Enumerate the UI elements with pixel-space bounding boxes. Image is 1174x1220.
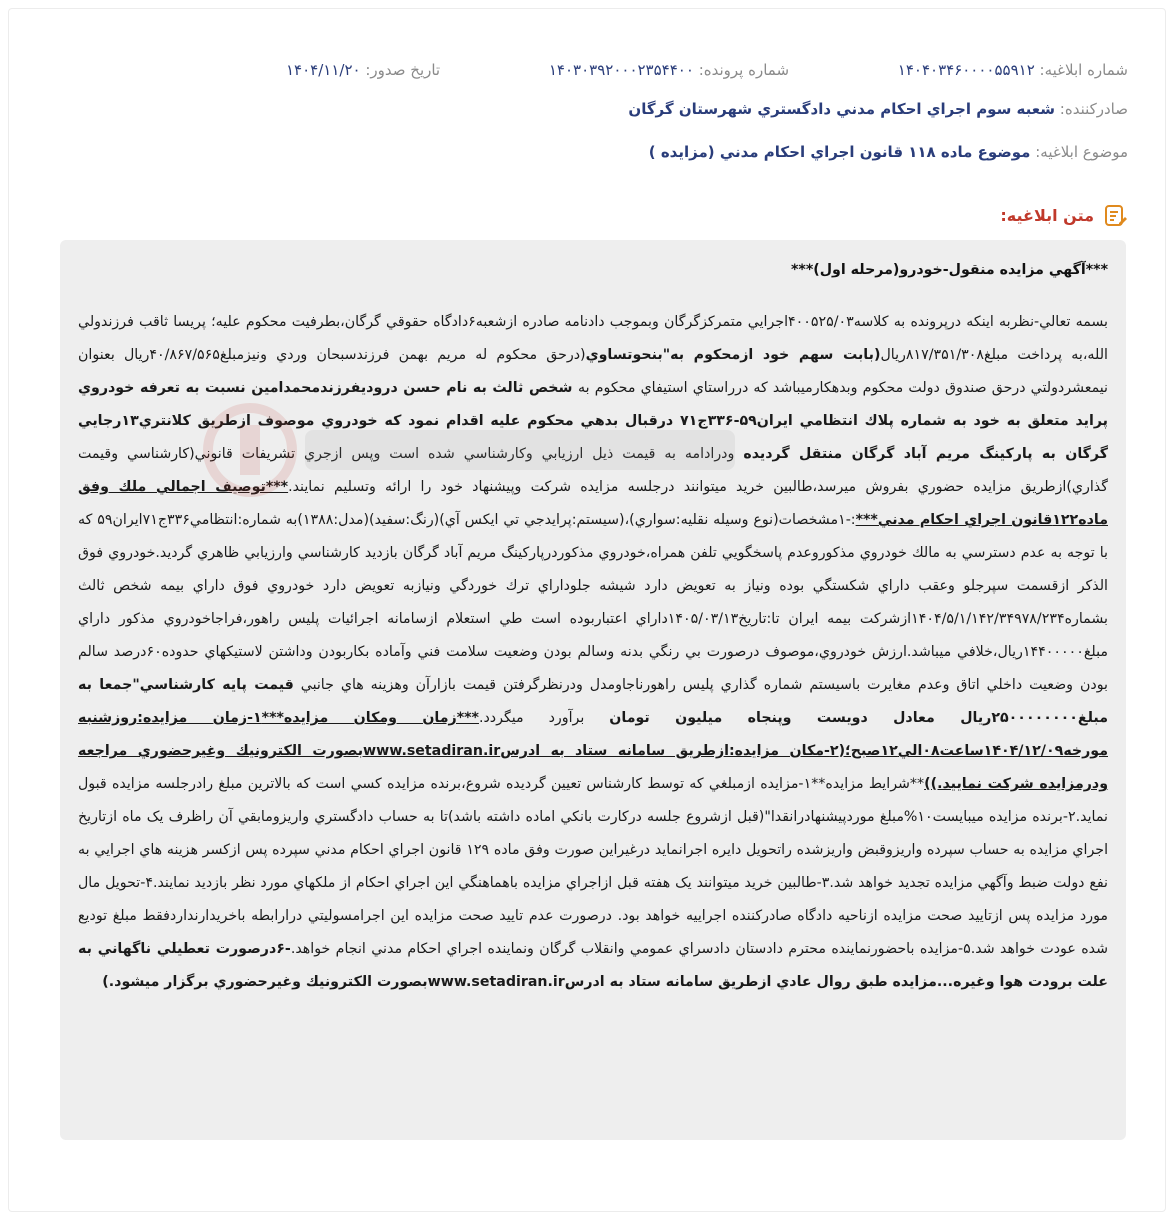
case-number: [549, 61, 789, 79]
body-p06: ***توصيف اجمالي ملك وفق ماده۱۲۲قانون اجراي احكام مدني***: [78, 479, 1108, 528]
case-number-label: شماره پرونده:: [698, 61, 790, 79]
issuer-label: صادرکننده:: [1059, 100, 1128, 118]
note-edit-icon: [1102, 202, 1128, 228]
issuer-value: شعبه سوم اجراي احكام مدني دادگستري شهرستان گرگان: [628, 100, 1055, 118]
section-title-text: متن ابلاغيه:: [1000, 205, 1094, 225]
body-p10: ***زمان ومكان مزايده***۱-زمان مزايده:روزشنبه مورخه۱۴۰۴/۱۲/۰۹ساعت۰۸الي۱۲صبح؛(۲-مكان مزايده:ازطريق سامانه ستاد به ادرسwww.setadiran.irبصورت الكترونيك وغيرحضوري مراجعه ودرمزايده شركت نماييد.)): [78, 710, 1109, 792]
body-p04: شخص ثالث به نام حسن دروديفرزندمحمدامين نسبت به تعرفه خودروي پرايد متعلق به خود به شماره پلاك انتظامي ايران۵۹-۳۳۶ج۷۱ درقبال بدهي محكوم عليه اقدام نمود كه خودروي موصوف ازطريق كلانتري۱۳رجايي گرگان به پاركينگ مريم آباد گرگان منتقل گرديده: [78, 380, 1109, 462]
body-title: ***آگهي مزايده منقول-خودرو(مرحله اول)***: [791, 262, 1108, 278]
issuer-line: [46, 100, 1128, 118]
case-number-value: ۱۴۰۳۰۳۹۲۰۰۰۲۳۵۴۴۰۰: [548, 61, 694, 79]
body-p12: -۶درصورت تعطيلي ناگهاني به علت برودت هوا وغيره...مزايده طبق روال عادي ازطريق سامانه ستاد به ادرسwww.setadiran.irبصورت الكترونيك وغيرحضوري برگزار ميشود.): [78, 941, 1108, 990]
body-p08: قيمت پايه كارشناسي"جمعا به مبلغ۲۵۰۰۰۰۰۰۰۰ريال معادل دويست وپنجاه ميليون تومان: [78, 677, 1108, 726]
section-title: [1000, 202, 1128, 228]
subject-value: موضوع ماده ۱۱۸ قانون اجراي احكام مدني (مزايده ): [648, 143, 1031, 161]
body-p02: (بابت سهم خود ازمحكوم به"بنحوتساوي: [585, 347, 881, 363]
body-p03: (درحق محكوم له مريم بهمن فرزندسبحان وردي ونيزمبلغ۴۰/۸۶۷/۵۶۵ريال بعنوان نيمعشردولتي درحق صندوق دولت محكوم وبدهكارميباشد كه درراستاي استيفاي محكوم به: [78, 347, 1108, 396]
issue-date-value: ۱۴۰۴/۱۱/۲۰: [286, 61, 361, 79]
body-text: [78, 306, 1108, 999]
notice-number-value: ۱۴۰۴۰۳۴۶۰۰۰۰۵۵۹۱۲: [897, 61, 1035, 79]
notice-number: [898, 61, 1128, 79]
body-p01: بسمه تعالي-نظربه اينكه درپرونده به كلاسه۴۰۰۵۲۵/۰۳اجرايي متمركزگرگان وبموجب دادنامه صادره ازشعبه۶دادگاه حقوقي گرگان،بطرفيت محكوم عليه؛ پريسا ثاقب فرزندولي الله،به پرداخت مبلغ۸۱۷/۳۵۱/۳۰۸ريال: [78, 314, 1109, 363]
body-p07: :-۱مشخصات(نوع وسيله نقليه:سواري)،(سيستم:پرايدجي تي ايكس آي)(رنگ:سفيد)(مدل:۱۳۸۸)به شماره:انتظامي۳۳۶ج۷۱ايران۵۹ كه با توجه به عدم دسترسي به مالك خودروي مذكوروعدم پاسخگويي تلفن همراه،خودروي مذكوردرپاركينگ مريم آباد گرگان بازديد كارشناسي وارزيابي ظاهري گرديد.خودروي فوق الذكر ازقسمت سپرجلو وعقب داراي شكستگي بوده ونياز به تعويض دارد شيشه جلوداراي ترك خوردگي ونيازبه تعويض دارد خودروي فوق داراي بيمه شخص ثالث بشماره۱۴۰۴/۵/۱/۱۴۲/۳۴۹۷۸/۲۳۴ازشركت بيمه ايران تا:تاريخ۱۴۰۵/۰۳/۱۳داراي اعتباربوده است طي استعلام ازسامانه اجرائيات پليس راهور،فراجاخودروي مذكور داراي مبلغ۱۴۴۰۰۰۰۰ريال،خلافي ميباشد.ارزش خودروي،موصوف درصورت بي رنگي بدنه وسالم بودن وضعيت سلامت فني وآماده بكاربودن وداشتن لاستيكهاي حدوده۶۰درصد سالم بودن وضعيت داخلي اتاق وعدم مغايرت باسيستم شماره گذاري پليس راهورناجاومدل ودرنظرگرفتن قيمت بازارآن وهزينه هاي جانبي: [78, 512, 1108, 693]
notice-number-label: شماره ابلاغيه:: [1039, 61, 1128, 79]
subject-label: موضوع ابلاغيه:: [1035, 143, 1128, 161]
meta-row: [46, 58, 1128, 82]
body-p05: ودرادامه به قيمت ذيل ارزيابي وكارشناسي شده است وپس ازجري تشريفات قانوني(كارشناسي وقيمت گذاري)ازطريق مزايده حضوري بفروش ميرسد،طالبين خريد ميتوانند درجلسه مزايده شركت وپيشنهاد خود را ارائه وتسليم نمايند.: [78, 446, 1108, 495]
body-p11: **شرايط مزايده**۱-مزايده ازمبلغي كه توسط كارشناس تعيين گرديده شروع،برنده مزايده كسي است كه بالاترين مبلغ رادرجلسه مزايده قبول نمايد.۲-برنده مزايده ميبايست۱۰%مبلغ موردپيشنهادرانقدا"(قبل ازشروع جلسه دركارت بانكي اماده داشته باشد)تا به حساب دادگستري واريزومابقي آن راظرف يک ماه ازتاريخ اجراي مزايده به حساب سپرده واريزوقبض واريزشده راتحويل دايره اجرانمايد درغيراين صورت وفق ماده ۱۲۹ قانون اجراي احكام مدني سپرده پس ازكسر هزينه هاي اجرايي به نفع دولت ضبط وآگهي مزايده تجديد خواهد شد.۳-طالبين خريد ميتوانند يک هفته قبل ازاجراي مزايده باهماهنگي اين اجراي احكام از ملكهاي مورد نظر بازديد نمايند.۴-تحويل مال مورد مزايده پس ازتاييد صحت مزايده ازناحيه دادگاه صادركننده اجراييه خواهد بود. درصورت عدم تاييد صحت مزايده اين اجرامسولیتي درارابطه باخريدارنداردفقط مبلغ توديع شده عودت خواهد شد.۵-مزايده باحضورنماينده محترم دادستان دادسراي عمومي وانقلاب گرگان ونماينده اجراي احكام مدني انجام خواهد.: [78, 776, 1109, 957]
subject-line: [46, 143, 1128, 161]
notice-body: [60, 240, 1126, 1140]
body-p09: برآورد ميگردد.: [478, 710, 610, 726]
issue-date-label: تاريخ صدور:: [365, 61, 441, 79]
issue-date: [286, 61, 440, 79]
